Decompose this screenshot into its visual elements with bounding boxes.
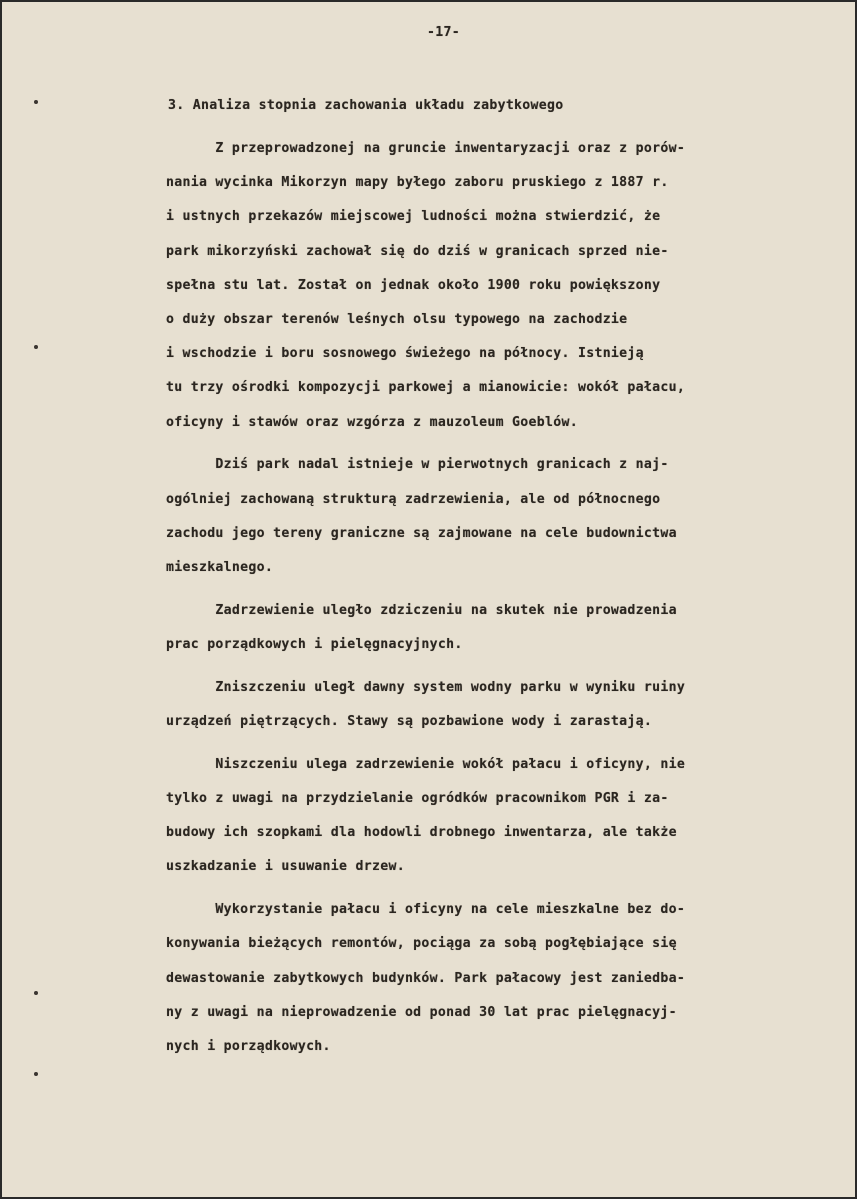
text-line: Z przeprowadzonej na gruncie inwentaryzacji oraz z porów- — [166, 141, 686, 156]
document-page — [2, 2, 855, 1197]
punch-hole — [34, 991, 38, 995]
text-line: nych i porządkowych. — [166, 1039, 331, 1054]
text-line: zachodu jego tereny graniczne są zajmowane na cele budownictwa — [166, 526, 677, 541]
text-line: Niszczeniu ulega zadrzewienie wokół pałacu i oficyny, nie — [166, 757, 686, 772]
text-line: Zadrzewienie uległo zdziczeniu na skutek nie prowadzenia — [166, 603, 677, 618]
text-line: tu trzy ośrodki kompozycji parkowej a mianowicie: wokół pałacu, — [166, 380, 686, 395]
text-line: ogólniej zachowaną strukturą zadrzewienia, ale od północnego — [166, 492, 661, 507]
page-number: -17- — [427, 25, 460, 40]
text-line: i ustnych przekazów miejscowej ludności można stwierdzić, że — [166, 209, 661, 224]
text-line: spełna stu lat. Został on jednak około 1900 roku powiększony — [166, 278, 661, 293]
text-line: o duży obszar terenów leśnych olsu typowego na zachodzie — [166, 312, 628, 327]
text-line: budowy ich szopkami dla hodowli drobnego inwentarza, ale także — [166, 825, 677, 840]
section-heading: 3. Analiza stopnia zachowania układu zabytkowego — [168, 98, 564, 113]
punch-hole — [34, 100, 38, 104]
text-line: prac porządkowych i pielęgnacyjnych. — [166, 637, 463, 652]
punch-hole — [34, 1072, 38, 1076]
text-line: oficyny i stawów oraz wzgórza z mauzoleum Goeblów. — [166, 415, 578, 430]
text-line: urządzeń piętrzących. Stawy są pozbawione wody i zarastają. — [166, 714, 653, 729]
text-line: mieszkalnego. — [166, 560, 274, 575]
text-line: i wschodzie i boru sosnowego świeżego na północy. Istnieją — [166, 346, 644, 361]
text-line: Zniszczeniu uległ dawny system wodny parku w wyniku ruiny — [166, 680, 686, 695]
text-line: tylko z uwagi na przydzielanie ogródków pracownikom PGR i za- — [166, 791, 669, 806]
text-line: Dziś park nadal istnieje w pierwotnych granicach z naj- — [166, 457, 669, 472]
text-line: konywania bieżących remontów, pociąga za sobą pogłębiające się — [166, 936, 677, 951]
text-line: dewastowanie zabytkowych budynków. Park pałacowy jest zaniedba- — [166, 971, 686, 986]
punch-hole — [34, 345, 38, 349]
text-line: Wykorzystanie pałacu i oficyny na cele mieszkalne bez do- — [166, 902, 686, 917]
text-line: nania wycinka Mikorzyn mapy byłego zaboru pruskiego z 1887 r. — [166, 175, 669, 190]
text-line: uszkadzanie i usuwanie drzew. — [166, 859, 405, 874]
text-line: park mikorzyński zachował się do dziś w granicach sprzed nie- — [166, 244, 669, 259]
text-line: ny z uwagi na nieprowadzenie od ponad 30 lat prac pielęgnacyj- — [166, 1005, 677, 1020]
